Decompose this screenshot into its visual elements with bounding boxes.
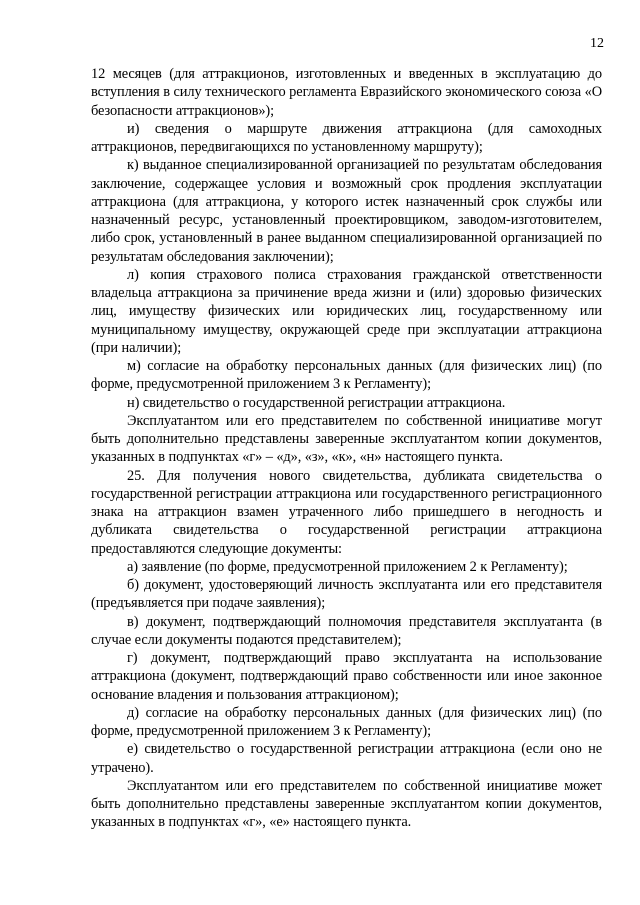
paragraph: а) заявление (по форме, предусмотренной приложением 2 к Регламенту); bbox=[127, 558, 568, 575]
paragraph: е) свидетельство о государственной регистрации аттракциона (если оно не утрачено). bbox=[91, 741, 602, 776]
document-body bbox=[91, 65, 602, 832]
paragraph: н) свидетельство о государственной регистрации аттракциона. bbox=[127, 394, 506, 411]
paragraph: г) документ, подтверждающий право эксплуатанта на использование аттракциона (документ, подтверждающий право собственности или иное законное основание владения и пользования аттракционом); bbox=[91, 650, 602, 703]
paragraph: л) копия страхового полиса страхования гражданской ответственности владельца аттракциона за причинение вреда жизни и (или) здоровью физических лиц, имуществу физических или юридических лиц, государственному или муниципальному имуществу, окружающей среде при эксплуатации аттракциона (при наличии); bbox=[91, 266, 602, 356]
paragraph: и) сведения о маршруте движения аттракциона (для самоходных аттракционов, передвигающихся по установленному маршруту); bbox=[91, 120, 602, 155]
paragraph: 25. Для получения нового свидетельства, дубликата свидетельства о государственной регистрации аттракциона или государственного регистрационного знака на аттракцион взамен утраченного либо пришедшего в негодность и дубликата свидетельства о государственной регистрации аттракциона предоставляются следующие документы: bbox=[91, 467, 602, 557]
paragraph: д) согласие на обработку персональных данных (для физических лиц) (по форме, предусмотренной приложением 3 к Регламенту); bbox=[91, 704, 602, 739]
paragraph: в) документ, подтверждающий полномочия представителя эксплуатанта (в случае если документы подаются представителем); bbox=[91, 613, 602, 648]
paragraph: к) выданное специализированной организацией по результатам обследования заключение, содержащее условия и возможный срок продления эксплуатации аттракциона (для аттракциона, у которого истек назначенный срок службы или назначенный ресурс, установленный проектировщиком, заводом-изготовителем, либо срок, установленный в ранее выданном специализированной организацией по результатам обследования заключении); bbox=[91, 157, 602, 265]
paragraph: Эксплуатантом или его представителем по собственной инициативе могут быть дополнительно представлены заверенные эксплуатантом копии документов, указанных в подпунктах «г» – «д», «з», «к», «н» настоящего пункта. bbox=[91, 412, 602, 466]
paragraph: м) согласие на обработку персональных данных (для физических лиц) (по форме, предусмотренной приложением 3 к Регламенту); bbox=[91, 358, 602, 393]
page-number: 12 bbox=[590, 36, 604, 51]
paragraph: б) документ, удостоверяющий личность эксплуатанта или его представителя (предъявляется при подаче заявления); bbox=[91, 577, 602, 612]
paragraph: 12 месяцев (для аттракционов, изготовленных и введенных в эксплуатацию до вступления в силу технического регламента Евразийского экономического союза «О безопасности аттракционов»); bbox=[91, 66, 602, 119]
paragraph: Эксплуатантом или его представителем по собственной инициативе может быть дополнительно представлены заверенные эксплуатантом копии документов, указанных в подпунктах «г», «е» настоящего пункта. bbox=[91, 777, 602, 831]
